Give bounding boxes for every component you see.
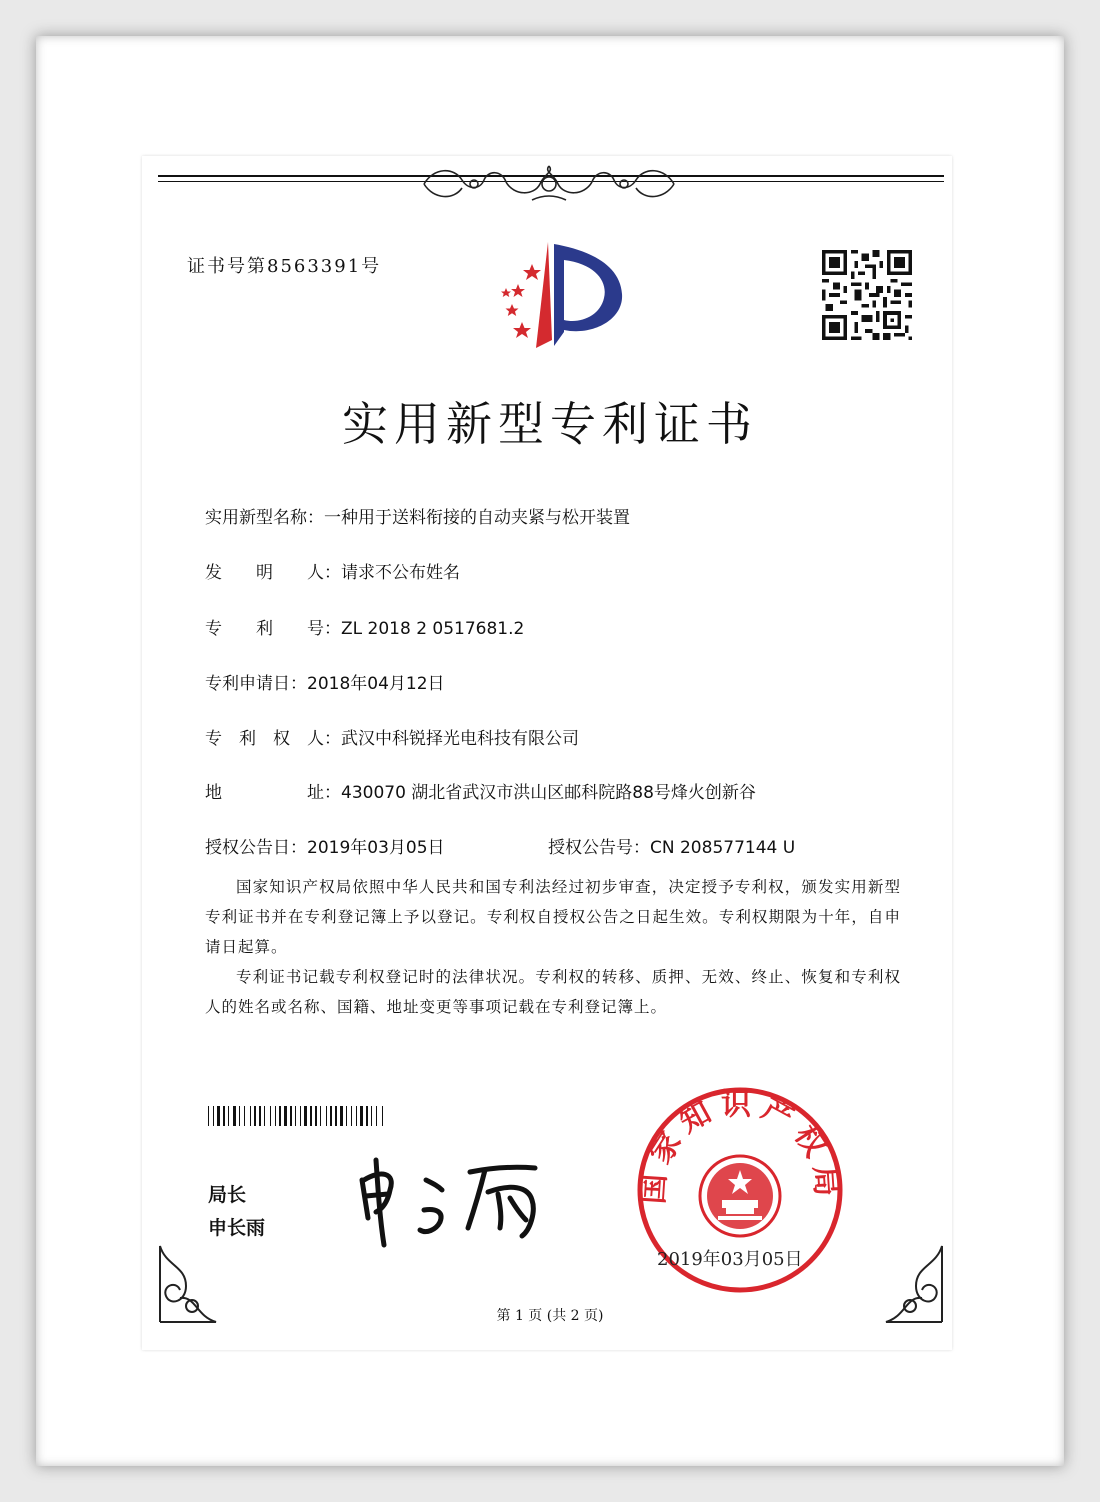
barcode-icon [208,1106,440,1126]
field-value: 一种用于送料衔接的自动夹紧与松开装置 [324,508,630,528]
field-label: 授权公告号： [548,838,650,858]
seal-date: 2019年03月05日 [657,1249,803,1270]
chief-name: 申长雨 [208,1217,266,1239]
cnipa-logo-icon [476,236,626,356]
field-label: 专利申请日： [205,674,307,694]
field-label: 实用新型名称： [205,508,324,528]
field-utility-model-name [205,503,630,528]
field-value: CN 208577144 U [650,838,796,858]
seal-text: 国家知识产权局 [636,1087,844,1206]
certificate-number: 证书号第8563391号 [187,256,382,277]
top-ornament-icon [414,162,684,206]
field-announcement-number [548,833,795,858]
page-number: 第 1 页 (共 2 页) [496,1308,604,1324]
field-value: 2019年03月05日 [307,838,445,858]
field-value: 430070 湖北省武汉市洪山区邮科院路88号烽火创新谷 [341,783,756,803]
certificate-title: 实用新型专利证书 [342,397,758,451]
grant-statement: 国家知识产权局依照中华人民共和国专利法经过初步审查，决定授予专利权，颁发实用新型专利证书并在专利登记簿上予以登记。专利权自授权公告之日起生效。专利权期限为十年，自申请日起算。 [205,878,901,956]
field-label: 专 利 权 人： [205,729,341,749]
field-value: ZL 2018 2 0517681.2 [341,619,525,639]
chief-title: 局长 [208,1184,247,1206]
qr-code-icon [822,250,912,340]
legal-status-statement: 专利证书记载专利权登记时的法律状况。专利权的转移、质押、无效、终止、恢复和专利权人的姓名或名称、国籍、地址变更等事项记载在专利登记簿上。 [205,968,901,1016]
field-inventor [205,558,460,583]
field-label: 地 址： [205,783,341,803]
field-value: 请求不公布姓名 [341,563,460,583]
field-value: 武汉中科锐择光电科技有限公司 [341,729,579,749]
field-grant-date [205,833,445,858]
field-label: 专 利 号： [205,619,341,639]
field-application-date [205,669,445,694]
field-patent-number [205,614,524,639]
field-label: 发 明 人： [205,563,341,583]
field-address [205,778,756,803]
field-patentee [205,724,579,749]
field-label: 授权公告日： [205,838,307,858]
field-value: 2018年04月12日 [307,674,445,694]
handwritten-signature-icon [350,1150,560,1250]
